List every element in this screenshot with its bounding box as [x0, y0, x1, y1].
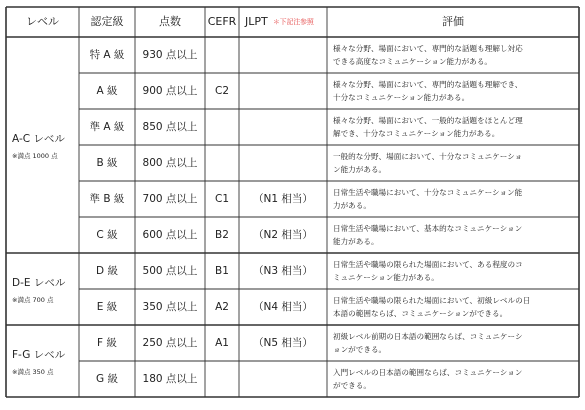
row-grade: 特 A 級	[89, 49, 125, 61]
level-group-name: F-G レベル	[12, 349, 66, 361]
row-evaluation-line: 能力がある。	[333, 237, 379, 246]
row-grade: D 級	[96, 265, 118, 277]
row-grade: F 級	[97, 337, 117, 349]
level-group-max-score: ※満点 350 点	[12, 368, 54, 376]
row-evaluation-line: 解でき、十分なコミュニケーション能力がある。	[333, 129, 500, 138]
row-cefr: A1	[215, 337, 229, 349]
row-score: 930 点以上	[142, 49, 198, 61]
row-jlpt: （N1 相当）	[253, 193, 313, 205]
row-evaluation-line: 日常生活や職場において、十分なコミュニケーション能	[333, 188, 523, 197]
header-score: 点数	[159, 15, 181, 28]
row-evaluation-line: ョンができる。	[333, 345, 387, 354]
row-grade: E 級	[96, 301, 118, 313]
row-jlpt: （N5 相当）	[253, 337, 313, 349]
row-score: 700 点以上	[142, 193, 198, 205]
row-grade: C 級	[96, 229, 118, 241]
row-grade: B 級	[96, 157, 118, 169]
row-evaluation-line: ができる。	[333, 381, 371, 390]
row-evaluation-line: 十分なコミュニケーション能力がある。	[333, 93, 470, 102]
row-cefr: B1	[215, 265, 229, 277]
level-group-name: D-E レベル	[12, 277, 66, 289]
row-evaluation-line: 入門レベルの日本語の範囲ならば、コミュニケーション	[333, 368, 523, 377]
header-grade: 認定級	[90, 15, 124, 28]
header-level: レベル	[26, 15, 59, 28]
row-score: 500 点以上	[142, 265, 198, 277]
header-jlpt: JLPT	[245, 15, 268, 28]
row-cefr: C1	[214, 193, 230, 205]
row-score: 900 点以上	[142, 85, 198, 97]
row-cefr: C2	[214, 85, 230, 97]
row-evaluation-line: 力がある。	[333, 201, 371, 210]
row-evaluation-line: 様々な分野、場面において、専門的な話題も理解し対応	[333, 44, 523, 53]
level-group-max-score: ※満点 1000 点	[12, 152, 58, 160]
row-evaluation-line: 初級レベル前期の日本語の範囲ならば、コミュニケーシ	[333, 332, 523, 341]
row-evaluation-line: ン能力がある。	[333, 165, 387, 174]
row-evaluation-line: 様々な分野、場面において、一般的な話題をほとんど理	[333, 116, 523, 125]
row-grade: 準 B 級	[89, 193, 125, 205]
row-jlpt: （N2 相当）	[253, 229, 313, 241]
row-score: 180 点以上	[142, 373, 198, 385]
header-evaluation: 評価	[442, 15, 464, 28]
row-evaluation-line: 日常生活や職場の限られた場面において、初級レベルの日	[333, 296, 531, 305]
row-evaluation-line: 日常生活や職場の限られた場面において、ある程度のコ	[333, 260, 523, 269]
row-score: 250 点以上	[142, 337, 198, 349]
row-evaluation-line: できる高度なコミュニケーション能力がある。	[333, 57, 493, 66]
row-score: 800 点以上	[142, 157, 198, 169]
row-grade: G 級	[96, 373, 118, 385]
row-cefr: A2	[215, 301, 229, 313]
row-jlpt: （N3 相当）	[253, 265, 313, 277]
level-group-max-score: ※満点 700 点	[12, 296, 54, 304]
row-grade: A 級	[96, 85, 118, 97]
header-jlpt-note: ＊下記注参照	[273, 18, 314, 26]
row-jlpt: （N4 相当）	[253, 301, 313, 313]
row-cefr: B2	[215, 229, 229, 241]
row-evaluation-line: 本語の範囲ならば、コミュニケーションができる。	[333, 309, 508, 318]
row-score: 600 点以上	[142, 229, 198, 241]
header-cefr: CEFR	[207, 15, 237, 28]
level-group-name: A-C レベル	[12, 133, 65, 145]
row-evaluation-line: 一般的な分野、場面において、十分なコミュニケーショ	[333, 152, 523, 161]
row-score: 350 点以上	[142, 301, 198, 313]
row-grade: 準 A 級	[89, 121, 125, 133]
row-score: 850 点以上	[142, 121, 198, 133]
row-evaluation-line: 日常生活や職場において、基本的なコミュニケーション	[333, 224, 523, 233]
row-evaluation-line: ミュニケーション能力がある。	[333, 273, 439, 282]
row-evaluation-line: 様々な分野、場面において、専門的な話題も理解でき、	[333, 80, 523, 89]
